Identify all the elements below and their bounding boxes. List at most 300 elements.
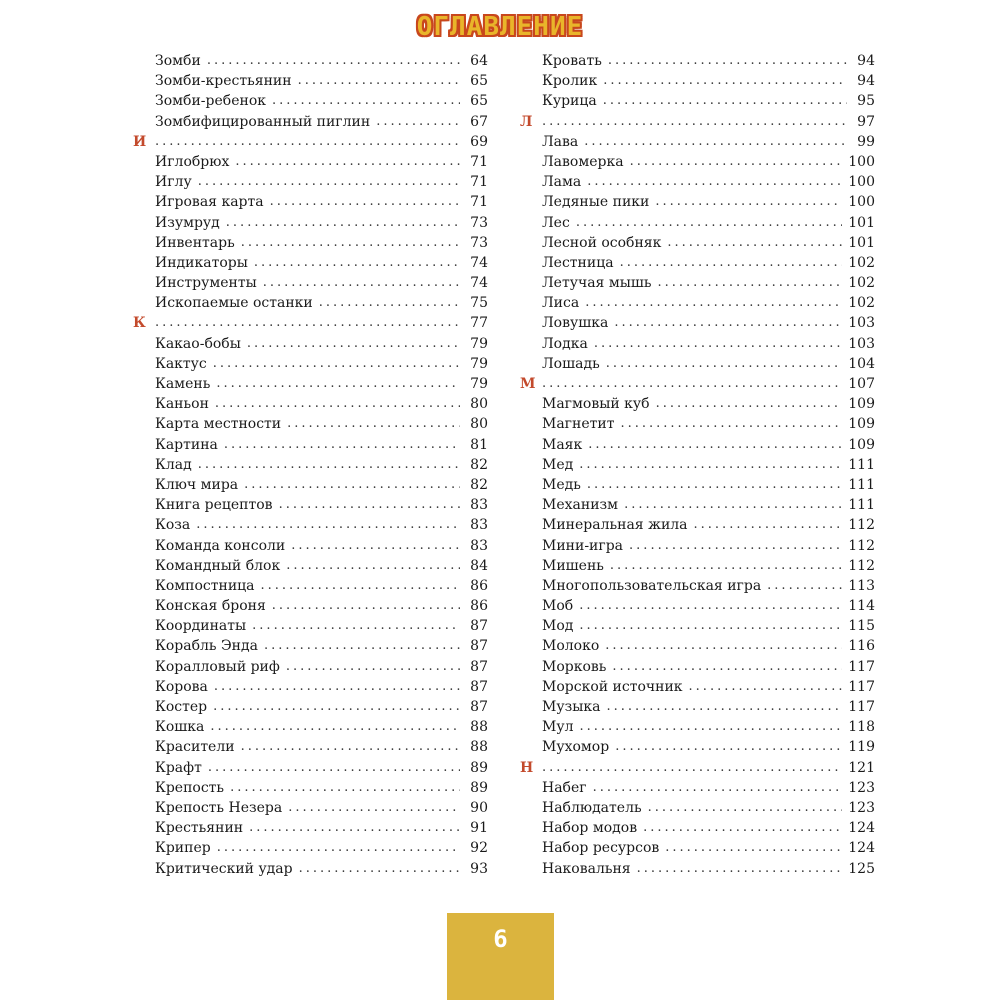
toc-entry-page: 111: [848, 497, 875, 514]
toc-entry-page: 111: [848, 456, 875, 473]
toc-entry[interactable]: [118, 717, 488, 737]
toc-entry[interactable]: [118, 273, 488, 293]
dot-leader: [226, 213, 460, 233]
toc-entry-page: 88: [470, 739, 488, 756]
toc-entry-page: 102: [848, 254, 875, 271]
toc-entry-page: 71: [470, 194, 488, 211]
toc-entry-page: 91: [470, 820, 488, 837]
toc-entry-title: Кактус: [155, 355, 207, 372]
toc-entry[interactable]: [505, 778, 875, 798]
dot-leader: [603, 91, 847, 111]
toc-entry[interactable]: [505, 616, 875, 636]
toc-entry-title: Крафт: [155, 759, 202, 776]
toc-entry-page: 64: [470, 53, 488, 69]
toc-entry-page: 123: [848, 779, 875, 796]
toc-entry-title: Зомби-крестьянин: [155, 73, 292, 90]
toc-entry[interactable]: [118, 697, 488, 717]
dot-leader: [603, 71, 847, 91]
toc-entry[interactable]: [505, 152, 875, 172]
toc-entry[interactable]: [505, 576, 875, 596]
toc-entry[interactable]: [505, 132, 875, 152]
toc-entry-title: Лошадь: [542, 355, 600, 372]
toc-entry-title: Индикаторы: [155, 254, 248, 271]
toc-entry[interactable]: [505, 435, 875, 455]
toc-entry[interactable]: [505, 414, 875, 434]
toc-entry-page: 117: [848, 658, 875, 675]
toc-entry[interactable]: [505, 657, 875, 677]
toc-entry[interactable]: [505, 253, 875, 273]
toc-entry-page: 100: [848, 194, 875, 211]
toc-entry-title: Молоко: [542, 638, 600, 655]
dot-leader: [542, 112, 847, 132]
toc-entry-page: 71: [470, 174, 488, 191]
toc-entry-title: Зомби: [155, 53, 201, 69]
dot-leader: [579, 616, 842, 636]
toc-entry-title: Моб: [542, 598, 574, 615]
toc-entry-title: Координаты: [155, 618, 247, 635]
toc-entry-page: 87: [470, 638, 488, 655]
dot-leader: [213, 354, 460, 374]
toc-entry-page: 87: [470, 618, 488, 635]
toc-entry-page: 101: [848, 214, 875, 231]
toc-entry-title: Команда консоли: [155, 537, 286, 554]
toc-entry[interactable]: [505, 273, 875, 293]
dot-leader: [648, 798, 843, 818]
toc-entry-page: 90: [470, 799, 488, 816]
toc-entry-page: 87: [470, 699, 488, 715]
toc-entry[interactable]: [505, 536, 875, 556]
toc-entry-page: 102: [848, 275, 875, 292]
dot-leader: [286, 556, 460, 576]
toc-column-right: [505, 51, 875, 879]
toc-entry-title: Лиса: [542, 295, 580, 312]
toc-entry[interactable]: [118, 475, 488, 495]
dot-leader: [207, 51, 460, 71]
toc-entry-page: 87: [470, 678, 488, 695]
toc-entry-page: 94: [857, 73, 875, 90]
dot-leader: [593, 778, 843, 798]
toc-entry-title: Крипер: [155, 840, 211, 857]
toc-entry[interactable]: [505, 596, 875, 616]
toc-entry[interactable]: [118, 616, 488, 636]
toc-entry-title: Набег: [542, 779, 587, 796]
dot-leader: [655, 192, 842, 212]
toc-entry[interactable]: [505, 293, 875, 313]
toc-section-header[interactable]: [118, 132, 488, 152]
toc-entry-title: Морковь: [542, 658, 607, 675]
dot-leader: [263, 273, 460, 293]
toc-entry-title: Набор ресурсов: [542, 840, 660, 857]
dot-leader: [216, 374, 460, 394]
toc-entry-title: Крепость Незера: [155, 799, 283, 816]
toc-entry-page: 73: [470, 234, 488, 251]
toc-entry[interactable]: [505, 313, 875, 333]
toc-entry-page: 102: [848, 295, 875, 312]
dot-leader: [155, 132, 460, 152]
toc-entry[interactable]: [118, 172, 488, 192]
toc-entry-page: 79: [470, 355, 488, 372]
toc-entry[interactable]: [118, 737, 488, 757]
dot-leader: [620, 414, 842, 434]
toc-entry-page: 67: [470, 113, 488, 130]
toc-entry-title: Критический удар: [155, 860, 293, 877]
dot-leader: [210, 717, 460, 737]
dot-leader: [594, 334, 842, 354]
toc-entry-page: 89: [470, 779, 488, 796]
toc-entry-title: Камень: [155, 376, 211, 392]
toc-entry-title: Зомбифицированный пиглин: [155, 113, 371, 130]
toc-entry[interactable]: [118, 455, 488, 475]
dot-leader: [694, 515, 843, 535]
dot-leader: [215, 394, 460, 414]
dot-leader: [585, 293, 842, 313]
toc-entry-title: Ледяные пики: [542, 194, 650, 211]
dot-leader: [270, 192, 460, 212]
toc-entry-page: 65: [470, 73, 488, 90]
toc-entry-page: 101: [848, 234, 875, 251]
dot-leader: [319, 293, 460, 313]
dot-leader: [588, 435, 842, 455]
dot-leader: [198, 172, 460, 192]
section-letter: И: [133, 133, 147, 150]
dot-leader: [217, 838, 460, 858]
toc-entry-page: 117: [848, 699, 875, 715]
toc-entry-page: 113: [848, 577, 875, 594]
toc-entry-page: 100: [848, 174, 875, 191]
dot-leader: [620, 253, 843, 273]
toc-entry-title: Мухомор: [542, 739, 610, 756]
dot-leader: [252, 616, 460, 636]
page-title: ОГЛАВЛЕНИЕ: [416, 12, 584, 42]
dot-leader: [376, 112, 460, 132]
dot-leader: [286, 657, 460, 677]
toc-entry-page: 111: [848, 476, 875, 493]
toc-entry-page: 118: [848, 719, 875, 736]
dot-leader: [241, 233, 460, 253]
dot-leader: [606, 354, 843, 374]
toc-entry[interactable]: [118, 233, 488, 253]
toc-entry-title: Клад: [155, 456, 192, 473]
toc-entry[interactable]: [118, 394, 488, 414]
toc-entry[interactable]: [505, 334, 875, 354]
toc-entry-title: Карта местности: [155, 416, 282, 433]
toc-entry[interactable]: [118, 51, 488, 71]
dot-leader: [587, 172, 842, 192]
dot-leader: [614, 313, 842, 333]
toc-entry-page: 79: [470, 376, 488, 392]
toc-entry-page: 84: [470, 557, 488, 574]
toc-entry-page: 79: [470, 335, 488, 352]
toc-entry-title: Кролик: [542, 73, 598, 90]
toc-entry-page: 92: [470, 840, 488, 857]
toc-entry-page: 103: [848, 315, 875, 332]
toc-entry-page: 88: [470, 719, 488, 736]
dot-leader: [272, 91, 460, 111]
toc-entry[interactable]: [505, 515, 875, 535]
toc-entry-page: 80: [470, 416, 488, 433]
toc-entry[interactable]: [118, 192, 488, 212]
toc-entry[interactable]: [505, 556, 875, 576]
toc-entry[interactable]: [505, 354, 875, 374]
toc-entry-title: Корова: [155, 678, 208, 695]
toc-entry-title: Многопользовательская игра: [542, 577, 762, 594]
dot-leader: [264, 636, 460, 656]
toc-entry[interactable]: [118, 859, 488, 879]
toc-section-header[interactable]: [118, 313, 488, 333]
toc-entry[interactable]: [118, 152, 488, 172]
dot-leader: [579, 596, 842, 616]
dot-leader: [608, 51, 847, 71]
toc-entry-title: Командный блок: [155, 557, 281, 574]
toc-entry-title: Минеральная жила: [542, 517, 688, 534]
toc-entry-page: 82: [470, 476, 488, 493]
toc-section-header[interactable]: [505, 374, 875, 394]
toc-entry-title: Магмовый куб: [542, 396, 650, 413]
dot-leader: [542, 758, 842, 778]
toc-entry-title: Морской источник: [542, 678, 683, 695]
toc-entry[interactable]: [118, 495, 488, 515]
toc-entry-title: Какао-бобы: [155, 335, 241, 352]
toc-entry[interactable]: [118, 596, 488, 616]
toc-entry[interactable]: [118, 253, 488, 273]
toc-entry[interactable]: [118, 354, 488, 374]
toc-entry-page: 71: [470, 153, 488, 170]
toc-entry-page: 74: [470, 275, 488, 292]
toc-entry[interactable]: [118, 91, 488, 111]
toc-entry-page: 103: [848, 335, 875, 352]
toc-section-header[interactable]: [505, 758, 875, 778]
toc-entry[interactable]: [505, 455, 875, 475]
toc-entry[interactable]: [118, 636, 488, 656]
toc-entry[interactable]: [505, 737, 875, 757]
toc-entry-title: Крестьянин: [155, 820, 244, 837]
dot-leader: [291, 536, 460, 556]
toc-entry[interactable]: [118, 435, 488, 455]
toc-entry-page: 97: [857, 113, 875, 130]
dot-leader: [643, 818, 842, 838]
toc-entry-page: 65: [470, 93, 488, 110]
toc-entry-title: Иглу: [155, 174, 192, 191]
dot-leader: [298, 71, 460, 91]
toc-entry-page: 75: [470, 295, 488, 312]
toc-entry[interactable]: [118, 576, 488, 596]
toc-entry-page: 104: [848, 355, 875, 372]
toc-entry-page: 115: [848, 618, 875, 635]
toc-entry-title: Мини-игра: [542, 537, 624, 554]
toc-entry-title: Компостница: [155, 577, 255, 594]
toc-entry[interactable]: [505, 636, 875, 656]
section-letter: М: [520, 376, 536, 392]
toc-entry-page: 81: [470, 436, 488, 453]
dot-leader: [288, 798, 460, 818]
dot-leader: [667, 233, 842, 253]
toc-entry-title: Игровая карта: [155, 194, 264, 211]
dot-leader: [612, 657, 842, 677]
toc-entry[interactable]: [505, 192, 875, 212]
page-number: 6: [493, 925, 508, 953]
toc-entry-page: 73: [470, 214, 488, 231]
toc-entry[interactable]: [118, 293, 488, 313]
toc-entry-title: Маяк: [542, 436, 583, 453]
toc-entry-title: Магнетит: [542, 416, 615, 433]
toc-entry-title: Лесной особняк: [542, 234, 662, 251]
toc-entry-title: Лава: [542, 133, 579, 150]
toc-entry[interactable]: [505, 51, 875, 71]
toc-entry[interactable]: [118, 213, 488, 233]
toc-entry[interactable]: [118, 536, 488, 556]
toc-entry-page: 95: [857, 93, 875, 110]
toc-entry[interactable]: [505, 717, 875, 737]
dot-leader: [247, 334, 460, 354]
toc-entry[interactable]: [118, 818, 488, 838]
toc-entry-title: Лес: [542, 214, 570, 231]
toc-entry-title: Костер: [155, 699, 208, 715]
toc-entry-title: Каньон: [155, 396, 209, 413]
dot-leader: [198, 455, 460, 475]
dot-leader: [261, 576, 460, 596]
toc-entry-page: 89: [470, 759, 488, 776]
toc-entry[interactable]: [118, 677, 488, 697]
toc-entry-title: Музыка: [542, 699, 601, 715]
dot-leader: [630, 152, 843, 172]
toc-entry[interactable]: [118, 71, 488, 91]
toc-entry[interactable]: [505, 91, 875, 111]
toc-entry-title: Мед: [542, 456, 574, 473]
toc-entry[interactable]: [118, 778, 488, 798]
toc-entry-title: Лама: [542, 174, 582, 191]
toc-entry[interactable]: [505, 71, 875, 91]
dot-leader: [658, 273, 843, 293]
dot-leader: [235, 152, 460, 172]
dot-leader: [624, 495, 842, 515]
toc-entry-title: Наковальня: [542, 860, 631, 877]
toc-entry-page: 69: [470, 133, 488, 150]
toc-entry-title: Механизм: [542, 497, 619, 514]
toc-entry-title: Красители: [155, 739, 235, 756]
toc-entry-page: 112: [848, 517, 875, 534]
toc-entry-title: Конская броня: [155, 598, 266, 615]
section-letter: К: [133, 315, 146, 332]
toc-entry[interactable]: [118, 334, 488, 354]
toc-entry-page: 83: [470, 537, 488, 554]
toc-entry-page: 94: [857, 53, 875, 69]
dot-leader: [155, 313, 460, 333]
toc-entry-title: Курица: [542, 93, 597, 110]
toc-entry[interactable]: [505, 859, 875, 879]
toc-entry-title: Лестница: [542, 254, 614, 271]
toc-entry-page: 121: [848, 759, 875, 776]
toc-entry-title: Книга рецептов: [155, 497, 273, 514]
toc-entry-page: 86: [470, 598, 488, 615]
toc-entry-title: Корабль Энда: [155, 638, 258, 655]
toc-entry-page: 109: [848, 416, 875, 433]
dot-leader: [279, 495, 460, 515]
dot-leader: [606, 697, 842, 717]
dot-leader: [208, 758, 460, 778]
toc-entry[interactable]: [118, 414, 488, 434]
toc-entry[interactable]: [505, 798, 875, 818]
toc-entry-title: Коза: [155, 517, 191, 534]
dot-leader: [244, 475, 460, 495]
toc-entry[interactable]: [118, 798, 488, 818]
toc-entry[interactable]: [505, 172, 875, 192]
toc-entry-page: 124: [848, 840, 875, 857]
toc-entry-page: 117: [848, 678, 875, 695]
toc-entry[interactable]: [118, 374, 488, 394]
toc-entry[interactable]: [505, 677, 875, 697]
toc-entry-page: 112: [848, 537, 875, 554]
toc-entry[interactable]: [505, 475, 875, 495]
section-letter: Л: [520, 113, 533, 130]
toc-section-header[interactable]: [505, 112, 875, 132]
dot-leader: [767, 576, 842, 596]
dot-leader: [230, 778, 460, 798]
toc-entry[interactable]: [118, 657, 488, 677]
toc-entry-title: Изумруд: [155, 214, 220, 231]
toc-entry[interactable]: [505, 697, 875, 717]
dot-leader: [241, 737, 460, 757]
toc-entry-page: 83: [470, 497, 488, 514]
toc-entry-title: Мул: [542, 719, 574, 736]
toc-entry[interactable]: [505, 394, 875, 414]
toc-entry[interactable]: [505, 838, 875, 858]
toc-entry-title: Иглобрюх: [155, 153, 230, 170]
toc-entry-page: 82: [470, 456, 488, 473]
toc-entry[interactable]: [505, 233, 875, 253]
toc-entry-title: Кошка: [155, 719, 205, 736]
toc-entry[interactable]: [118, 838, 488, 858]
dot-leader: [689, 677, 843, 697]
toc-entry-page: 80: [470, 396, 488, 413]
toc-entry[interactable]: [505, 818, 875, 838]
toc-entry-page: 114: [848, 598, 875, 615]
toc-entry[interactable]: [505, 213, 875, 233]
toc-entry-title: Крепость: [155, 779, 225, 796]
toc-entry[interactable]: [118, 515, 488, 535]
toc-entry[interactable]: [118, 556, 488, 576]
toc-entry-title: Коралловый риф: [155, 658, 280, 675]
toc-entry-page: 87: [470, 658, 488, 675]
dot-leader: [287, 414, 460, 434]
dot-leader: [605, 636, 842, 656]
toc-entry-page: 125: [848, 860, 875, 877]
toc-entry-page: 109: [848, 436, 875, 453]
toc-entry-page: 107: [848, 376, 875, 392]
toc-entry-title: Медь: [542, 476, 581, 493]
dot-leader: [629, 536, 842, 556]
toc-entry-page: 83: [470, 517, 488, 534]
toc-entry-page: 93: [470, 860, 488, 877]
toc-entry-title: Лавомерка: [542, 153, 624, 170]
dot-leader: [214, 677, 460, 697]
toc-entry-title: Лодка: [542, 335, 588, 352]
dot-leader: [579, 455, 842, 475]
toc-entry-title: Зомби-ребенок: [155, 93, 267, 110]
toc-entry-title: Картина: [155, 436, 218, 453]
toc-entry-page: 124: [848, 820, 875, 837]
dot-leader: [579, 717, 842, 737]
toc-entry[interactable]: [118, 758, 488, 778]
toc-entry[interactable]: [505, 495, 875, 515]
dot-leader: [196, 515, 460, 535]
toc-entry-page: 77: [470, 315, 488, 332]
toc-entry[interactable]: [118, 112, 488, 132]
toc-entry-title: Ловушка: [542, 315, 609, 332]
dot-leader: [272, 596, 460, 616]
toc-entry-title: Инвентарь: [155, 234, 235, 251]
dot-leader: [254, 253, 460, 273]
toc-entry-page: 123: [848, 799, 875, 816]
